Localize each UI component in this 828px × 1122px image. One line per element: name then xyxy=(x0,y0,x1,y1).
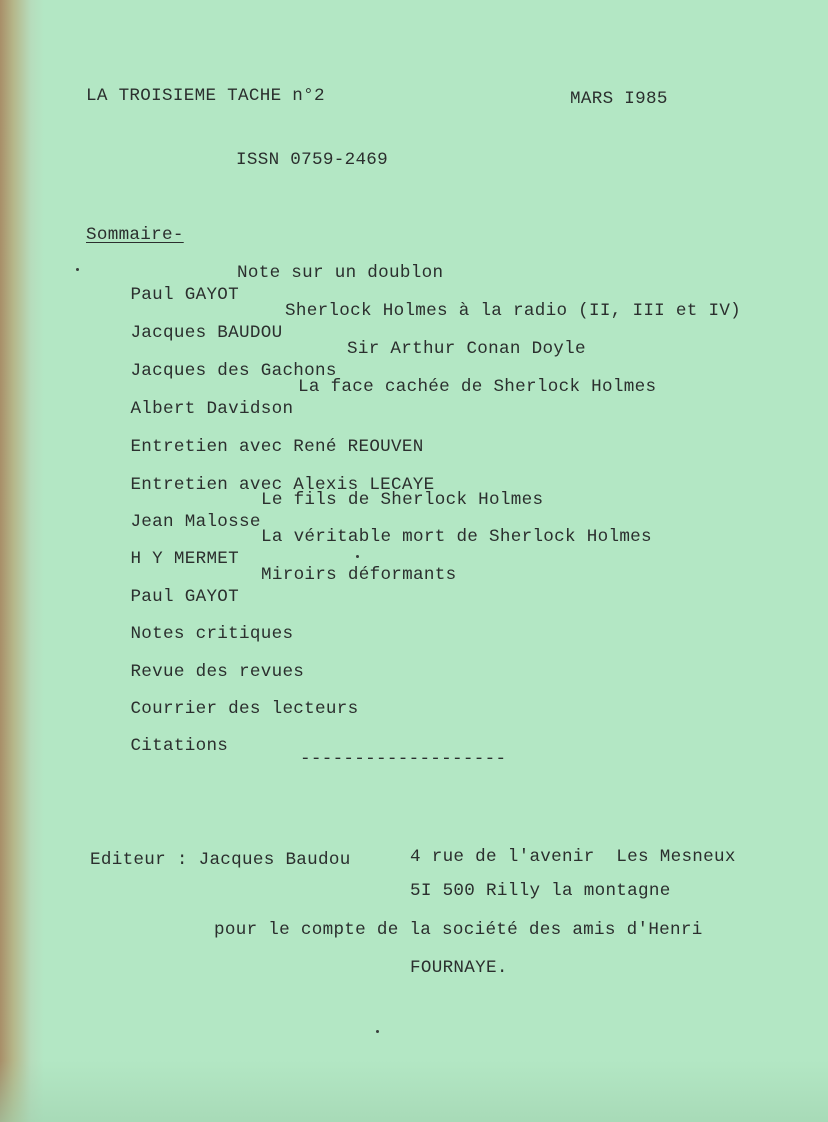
page-edge-shadow xyxy=(0,0,44,1122)
toc-author: Entretien avec Alexis LECAYE xyxy=(130,475,435,495)
print-speck xyxy=(356,555,359,558)
page-bottom-shadow xyxy=(0,1060,828,1122)
publisher-address: 4 rue de l'avenir Les Mesneux xyxy=(410,847,736,867)
toc-title: Sir Arthur Conan Doyle xyxy=(347,339,586,359)
toc-title: Le fils de Sherlock Holmes xyxy=(261,490,544,510)
toc-title: Sherlock Holmes à la radio (II, III et IV) xyxy=(285,301,742,321)
toc-author: Courrier des lecteurs xyxy=(130,699,359,719)
toc-item xyxy=(87,713,228,801)
toc-title: Miroirs déformants xyxy=(261,565,457,585)
toc-title: La face cachée de Sherlock Holmes xyxy=(298,377,657,397)
issn-number: ISSN 0759-2469 xyxy=(236,150,389,170)
toc-author: Jacques des Gachons xyxy=(130,361,337,381)
publisher-society-name: FOURNAYE. xyxy=(410,958,508,978)
toc-author: Notes critiques xyxy=(130,624,294,644)
toc-author: Paul GAYOT xyxy=(130,587,240,607)
issue-date: MARS I985 xyxy=(570,89,668,109)
publisher-society: pour le compte de la société des amis d'Henri xyxy=(214,920,703,940)
summary-heading: Sommaire- xyxy=(86,225,184,245)
toc-author: Paul GAYOT xyxy=(130,285,240,305)
publisher-city: 5I 500 Rilly la montagne xyxy=(410,881,671,901)
toc-author: Entretien avec René REOUVEN xyxy=(130,437,424,457)
toc-author: Jacques BAUDOU xyxy=(130,323,283,343)
journal-title: LA TROISIEME TACHE n°2 xyxy=(86,86,325,106)
toc-author: Revue des revues xyxy=(130,662,305,682)
toc-author: Albert Davidson xyxy=(130,399,294,419)
toc-title: Note sur un doublon xyxy=(237,263,444,283)
toc-title: La véritable mort de Sherlock Holmes xyxy=(261,527,652,547)
separator-line: ------------------- xyxy=(300,749,507,769)
toc-author: Jean Malosse xyxy=(130,512,261,532)
print-speck xyxy=(376,1030,379,1033)
print-speck xyxy=(76,268,79,271)
publisher-label: Editeur : Jacques Baudou xyxy=(90,850,351,870)
toc-author: H Y MERMET xyxy=(130,549,240,569)
toc-author: Citations xyxy=(130,736,229,756)
